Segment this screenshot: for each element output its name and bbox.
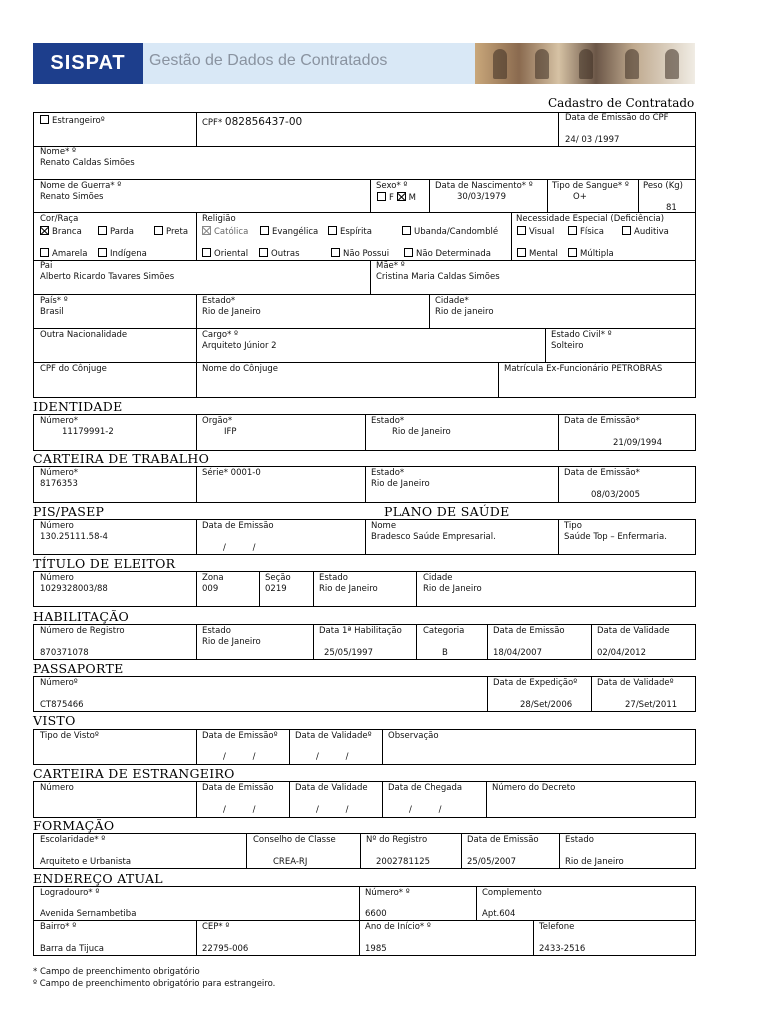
eleitor-cidade-value[interactable]: Rio de Janeiro — [423, 584, 482, 594]
ctps-estado-value[interactable]: Rio de Janeiro — [371, 479, 430, 489]
formacao-emissao-label: Data de Emissão — [467, 835, 539, 845]
ce-chegada-label: Data de Chegada — [388, 783, 463, 793]
cnh-registro-value[interactable]: 870371078 — [40, 648, 89, 658]
religiao-label: Religião — [202, 214, 236, 224]
cnh-emissao-label: Data de Emissão — [493, 626, 565, 636]
rg-estado-label: Estado* — [371, 416, 405, 426]
religiao-nao-possui-checkbox[interactable] — [331, 248, 340, 257]
section-formacao: FORMAÇÃO — [33, 818, 115, 833]
section-ctps: CARTEIRA DE TRABALHO — [33, 451, 210, 466]
visto-tipo-label: Tipo de Vistoº — [40, 731, 99, 741]
necessidade-mental-checkbox[interactable] — [517, 248, 526, 257]
cpf-value[interactable]: 082856437-00 — [224, 116, 303, 128]
nome-conjuge-label: Nome do Cônjuge — [202, 364, 278, 374]
sispat-logo: SISPAT — [33, 43, 143, 84]
visto-validade-value[interactable]: / / — [316, 752, 349, 762]
sexo-label: Sexo* º — [376, 181, 408, 191]
escolaridade-label: Escolaridade* º — [40, 835, 106, 845]
passaporte-numero-value[interactable]: CT875466 — [40, 700, 84, 710]
section-identidade: IDENTIDADE — [33, 399, 123, 414]
header-photo — [475, 43, 695, 84]
religiao-umbanda-checkbox[interactable] — [402, 226, 411, 235]
pis-numero-value[interactable]: 130.25111.58-4 — [40, 532, 108, 542]
eleitor-zona-label: Zona — [202, 573, 224, 583]
rg-numero-label: Número* — [40, 416, 79, 426]
pis-data-value[interactable]: / / — [223, 543, 256, 553]
cor-label: Cor/Raça — [40, 214, 79, 224]
cpf-conjuge-label: CPF do Cônjuge — [40, 364, 107, 374]
visto-obs-label: Observação — [388, 731, 439, 741]
pis-numero-label: Número — [40, 521, 74, 531]
cor-preta-checkbox[interactable] — [154, 226, 163, 235]
nasc-value[interactable]: 30/03/1979 — [457, 192, 506, 202]
passaporte-expedicao-value[interactable]: 28/Set/2006 — [520, 700, 573, 710]
pais-value[interactable]: Brasil — [40, 307, 64, 317]
passaporte-validade-value[interactable]: 27/Set/2011 — [625, 700, 678, 710]
cidade-value[interactable]: Rio de janeiro — [435, 307, 494, 317]
rg-data-value[interactable]: 21/09/1994 — [613, 438, 662, 448]
ce-emissao-label: Data de Emissão — [202, 783, 274, 793]
eleitor-secao-label: Seção — [265, 573, 291, 583]
telefone-label: Telefone — [539, 922, 575, 932]
conselho-label: Conselho de Classe — [253, 835, 336, 845]
eleitor-numero-label: Número — [40, 573, 74, 583]
bairro-label: Bairro* º — [40, 922, 77, 932]
sangue-value[interactable]: O+ — [573, 192, 587, 202]
section-eleitor: TÍTULO DE ELEITOR — [33, 556, 176, 571]
guerra-value[interactable]: Renato Simões — [40, 192, 104, 202]
ce-validade-label: Data de Validade — [295, 783, 368, 793]
visto-emissao-label: Data de Emissãoº — [202, 731, 278, 741]
formacao-emissao-value[interactable]: 25/05/2007 — [467, 857, 516, 867]
form-title: Cadastro de Contratado — [548, 96, 695, 110]
pis-data-label: Data de Emissão — [202, 521, 274, 531]
saude-tipo-value[interactable]: Saúde Top – Enfermaria. — [564, 532, 667, 542]
complemento-label: Complemento — [482, 888, 542, 898]
ce-decreto-label: Número do Decreto — [492, 783, 576, 793]
estrangeiro-checkbox[interactable] — [40, 115, 49, 124]
formacao-estado-value[interactable]: Rio de Janeiro — [565, 857, 624, 867]
passaporte-numero-label: Númeroº — [40, 678, 78, 688]
outra-nacionalidade-label: Outra Nacionalidade — [40, 330, 128, 340]
ce-validade-value[interactable]: / / — [316, 805, 349, 815]
cor-parda-checkbox[interactable] — [98, 226, 107, 235]
eleitor-zona-value[interactable]: 009 — [202, 584, 219, 594]
necessidade-visual-checkbox[interactable] — [517, 226, 526, 235]
estado-value[interactable]: Rio de Janeiro — [202, 307, 261, 317]
cor-amarela-checkbox[interactable] — [40, 248, 49, 257]
religiao-espirita-checkbox[interactable] — [328, 226, 337, 235]
necessidade-auditiva-checkbox[interactable] — [622, 226, 631, 235]
visto-emissao-value[interactable]: / / — [223, 752, 256, 762]
necessidade-fisica-checkbox[interactable] — [568, 226, 577, 235]
footnote-estrangeiro: º Campo de preenchimento obrigatório para estrangeiro. — [33, 979, 276, 989]
endereco-numero-label: Número* º — [365, 888, 410, 898]
matricula-label: Matrícula Ex-Funcionário PETROBRAS — [504, 364, 663, 374]
saude-nome-value[interactable]: Bradesco Saúde Empresarial. — [371, 532, 496, 542]
escolaridade-value[interactable]: Arquiteto e Urbanista — [40, 857, 132, 867]
cnh-categoria-label: Categoria — [423, 626, 465, 636]
cnh-estado-value[interactable]: Rio de Janeiro — [202, 637, 261, 647]
eleitor-estado-value[interactable]: Rio de Janeiro — [319, 584, 378, 594]
pai-value[interactable]: Alberto Ricardo Tavares Simões — [40, 272, 175, 282]
guerra-label: Nome de Guerra* º — [40, 181, 122, 191]
endereco-numero-value[interactable]: 6600 — [365, 909, 387, 919]
row-local — [33, 294, 696, 329]
header-title: Gestão de Dados de Contratados — [149, 52, 388, 69]
cnh-registro-label: Número de Registro — [40, 626, 125, 636]
nome-value[interactable]: Renato Caldas Simões — [40, 158, 135, 168]
estrangeiro-checkbox-label[interactable]: Estrangeiroº — [40, 115, 105, 126]
cpf-date-label: Data de Emissão do CPF — [565, 113, 669, 123]
civil-value[interactable]: Solteiro — [551, 341, 584, 351]
pai-label: Pai — [40, 261, 53, 271]
ctps-data-value[interactable]: 08/03/2005 — [591, 490, 640, 500]
necessidade-multipla-checkbox[interactable] — [568, 248, 577, 257]
nasc-label: Data de Nascimento* º — [435, 181, 533, 191]
ctps-numero-value[interactable]: 8176353 — [40, 479, 78, 489]
ctps-numero-label: Número* — [40, 468, 79, 478]
section-pis: PIS/PASEP — [33, 504, 105, 519]
eleitor-numero-value[interactable]: 1029328003/88 — [40, 584, 108, 594]
rg-orgao-label: Orgão* — [202, 416, 233, 426]
cnh-validade-value[interactable]: 02/04/2012 — [597, 648, 646, 658]
eleitor-secao-value[interactable]: 0219 — [265, 584, 287, 594]
section-saude: PLANO DE SAÚDE — [384, 504, 510, 519]
cidade-label: Cidade* — [435, 296, 469, 306]
religiao-oriental-checkbox[interactable] — [202, 248, 211, 257]
mae-label: Mãe* º — [376, 261, 405, 271]
cor-indigena-checkbox[interactable] — [98, 248, 107, 257]
peso-label: Peso (Kg) — [643, 181, 683, 191]
rg-estado-value[interactable]: Rio de Janeiro — [392, 427, 451, 437]
passaporte-validade-label: Data de Validadeº — [597, 678, 674, 688]
ctps-serie-label: Série* 0001-0 — [202, 468, 261, 478]
civil-label: Estado Civil* º — [551, 330, 612, 340]
passaporte-expedicao-label: Data de Expediçãoº — [493, 678, 578, 688]
cep-label: CEP* º — [202, 922, 230, 932]
sexo-m-checkbox[interactable] — [397, 192, 406, 201]
cpf-date-value[interactable]: 24/ 03 /1997 — [565, 135, 620, 145]
saude-tipo-label: Tipo — [564, 521, 582, 531]
section-habilitacao: HABILITAÇÃO — [33, 609, 130, 624]
sangue-label: Tipo de Sangue* º — [552, 181, 629, 191]
peso-value[interactable]: 81 — [666, 203, 677, 213]
cor-branca-checkbox[interactable] — [40, 226, 49, 235]
rg-data-label: Data de Emissão* — [564, 416, 640, 426]
formacao-registro-label: Nº do Registro — [366, 835, 428, 845]
cnh-primeira-value[interactable]: 25/05/1997 — [324, 648, 373, 658]
footnote-obrigatorio: * Campo de preenchimento obrigatório — [33, 967, 200, 977]
section-estrangeiro: CARTEIRA DE ESTRANGEIRO — [33, 766, 235, 781]
logradouro-value[interactable]: Avenida Sernambetiba — [40, 909, 137, 919]
section-endereco: ENDEREÇO ATUAL — [33, 871, 163, 886]
saude-nome-label: Nome — [371, 521, 397, 531]
cpf-label: CPF* — [202, 118, 223, 128]
section-visto: VISTO — [33, 713, 76, 728]
telefone-value[interactable]: 2433-2516 — [539, 944, 586, 954]
ctps-data-label: Data de Emissão* — [564, 468, 640, 478]
complemento-value[interactable]: Apt.604 — [482, 909, 516, 919]
cnh-categoria-value[interactable]: B — [442, 648, 448, 658]
eleitor-estado-label: Estado — [319, 573, 348, 583]
cargo-value[interactable]: Arquiteto Júnior 2 — [202, 341, 277, 351]
nome-label: Nome* º — [40, 147, 77, 157]
bairro-value[interactable]: Barra da Tijuca — [40, 944, 105, 954]
mae-value[interactable]: Cristina Maria Caldas Simões — [376, 272, 500, 282]
ano-inicio-value[interactable]: 1985 — [365, 944, 387, 954]
ctps-estado-label: Estado* — [371, 468, 405, 478]
religiao-nao-determinada-checkbox[interactable] — [404, 248, 413, 257]
formacao-registro-value[interactable]: 2002781125 — [376, 857, 431, 867]
section-passaporte: PASSAPORTE — [33, 661, 124, 676]
sexo-f-checkbox[interactable] — [377, 192, 386, 201]
ce-emissao-value[interactable]: / / — [223, 805, 256, 815]
ano-inicio-label: Ano de Início* º — [365, 922, 431, 932]
rg-numero-value[interactable]: 11179991-2 — [62, 427, 114, 437]
cnh-estado-label: Estado — [202, 626, 231, 636]
ce-numero-label: Número — [40, 783, 74, 793]
rg-orgao-value[interactable]: IFP — [224, 427, 237, 437]
logradouro-label: Logradouro* º — [40, 888, 100, 898]
ce-chegada-value[interactable]: / / — [409, 805, 442, 815]
cnh-primeira-label: Data 1ª Habilitação — [319, 626, 402, 636]
cnh-validade-label: Data de Validade — [597, 626, 670, 636]
religiao-catolica-checkbox[interactable] — [202, 226, 211, 235]
eleitor-cidade-label: Cidade — [423, 573, 453, 583]
formacao-estado-label: Estado — [565, 835, 594, 845]
cep-value[interactable]: 22795-006 — [202, 944, 249, 954]
visto-validade-label: Data de Validadeº — [295, 731, 372, 741]
religiao-evangelica-checkbox[interactable] — [260, 226, 269, 235]
conselho-value[interactable]: CREA-RJ — [273, 857, 308, 867]
pais-label: País* º — [40, 296, 68, 306]
cnh-emissao-value[interactable]: 18/04/2007 — [493, 648, 542, 658]
religiao-outras-checkbox[interactable] — [259, 248, 268, 257]
estado-label: Estado* — [202, 296, 236, 306]
cargo-label: Cargo* º — [202, 330, 239, 340]
necessidade-label: Necessidade Especial (Deficiência) — [516, 214, 665, 224]
